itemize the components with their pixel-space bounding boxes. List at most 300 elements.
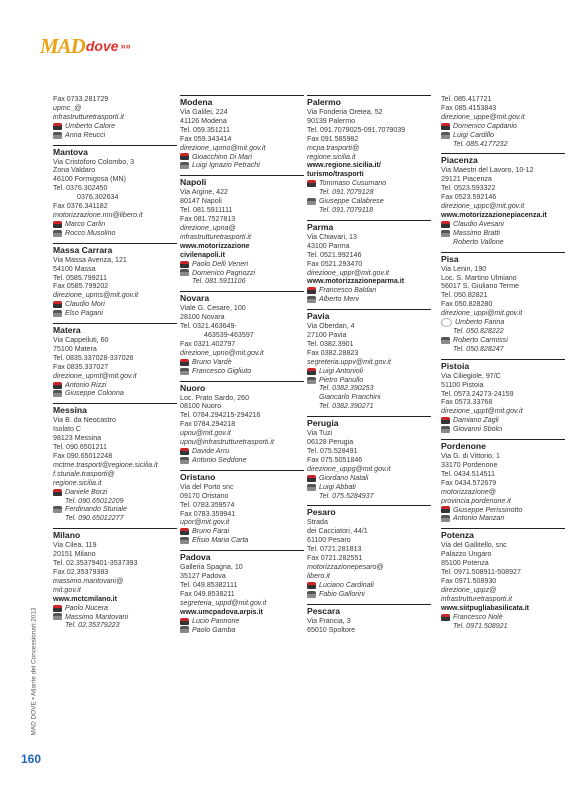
manager-icon <box>53 221 62 228</box>
office-entry <box>180 470 304 545</box>
address-line: Via Galilei, 224 <box>180 108 228 116</box>
address-line: Fax 02.35379383 <box>53 567 109 576</box>
deputy-icon <box>180 537 189 544</box>
email-link[interactable]: direzione_upmo@mit.gov.it <box>180 143 266 152</box>
website-link[interactable]: turismo/trasporti <box>307 170 364 179</box>
address-line: Via Cristoforo Colombo, 3 <box>53 157 135 166</box>
email-link[interactable]: upnu@infrastrutturetrasporti.it <box>180 438 274 447</box>
contact-person <box>53 613 177 622</box>
address-line: Via Cappelluti, 60 <box>53 336 109 345</box>
contact-name: Elso Pagani <box>65 309 103 318</box>
address-line: Tel. 081.5911111 <box>180 206 233 215</box>
email-link[interactable]: f.sturiale.trasporti@ <box>53 469 115 478</box>
email-link[interactable]: upor@mit.gov.it <box>180 518 230 527</box>
deputy-icon <box>180 626 189 633</box>
manager-icon <box>307 180 316 187</box>
contact-name: Marco Carlin <box>65 219 106 228</box>
contact-name: Claudio Avesani <box>453 219 504 228</box>
office-entry <box>53 145 177 238</box>
email-link[interactable]: mit.gov.it <box>53 585 81 594</box>
contact-person <box>441 622 565 631</box>
email-link[interactable]: infrastrutturetrasporti.it <box>441 594 512 603</box>
contact-person <box>307 483 431 492</box>
contact-name: Antonio Seddone <box>192 455 247 464</box>
address-line: 41126 Modena <box>180 116 227 125</box>
contact-name: Lucio Pannone <box>192 616 240 625</box>
email-link[interactable]: direzione_upno@mit.gov.it <box>180 348 264 357</box>
address-line: Tel. 0971.508911-508927 <box>441 568 521 577</box>
email-link[interactable]: infrastrutturetrasporti.it <box>180 232 251 241</box>
address-line: Loc. S. Martino Ulmiano <box>441 273 517 282</box>
email-link[interactable]: direzione_upna@ <box>180 223 236 232</box>
address-line: Fax 0733.281729 <box>53 95 109 103</box>
contact-person <box>441 416 565 425</box>
manager-icon <box>307 287 316 294</box>
contact-person <box>53 389 177 398</box>
contact-person <box>53 621 177 630</box>
contact-person <box>180 456 304 465</box>
address-line: Zona Valdaro <box>53 166 96 175</box>
deputy-icon <box>53 310 62 317</box>
contact-name: Alberto Meni <box>319 295 359 304</box>
office-city-title: Padova <box>180 550 304 562</box>
office-city-title: Pordenone <box>441 439 565 451</box>
contact-person <box>180 447 304 456</box>
contact-person <box>441 514 565 523</box>
office-city-title: Messina <box>53 403 177 415</box>
contact-person <box>441 336 565 345</box>
contact-name: Massimo Bratti <box>453 228 500 237</box>
address-line: Fax 0523.592146 <box>441 193 497 202</box>
office-city-title: Pistoia <box>441 359 565 371</box>
contact-name: Luigi Antonioli <box>319 366 363 375</box>
address-line: Fax 0585.799202 <box>53 282 109 291</box>
contact-person <box>180 358 304 367</box>
website-link[interactable]: www.motorizzazioneparma.it <box>307 277 405 286</box>
contact-name: Claudio Mori <box>65 300 105 309</box>
address-line: 61100 Pesaro <box>307 536 351 545</box>
address-line: Viale G. Cesare, 100 <box>180 304 246 313</box>
address-line: Tel. 0721.281813 <box>307 545 362 554</box>
address-line: Via Francia, 3 <box>307 616 351 625</box>
column-2 <box>180 95 304 639</box>
address-line: Tel. 0784.294215-294216 <box>180 411 261 420</box>
contact-person <box>180 161 304 170</box>
email-link[interactable]: direzione_uppz@ <box>441 585 497 594</box>
email-link[interactable]: provincia.pordenone.it <box>441 496 511 505</box>
contact-name: Paolo Delli Veneri <box>192 259 249 268</box>
manager-icon <box>180 261 189 268</box>
manager-icon <box>441 506 450 513</box>
address-line: Via Lenin, 190 <box>441 264 487 273</box>
office-city-title: Matera <box>53 323 177 335</box>
address-line: Isolato C <box>53 425 81 434</box>
contact-name: Damiano Zagli <box>453 416 499 425</box>
contact-name: Francesco Nolè <box>453 612 503 621</box>
contact-person <box>441 327 565 336</box>
manager-icon <box>53 605 62 612</box>
contact-name: Tel. 0971.508921 <box>453 621 508 630</box>
deputy-icon <box>307 198 316 205</box>
email-link[interactable]: mctme.trasporti@regione.sicilia.it <box>53 460 158 469</box>
office-city-title: Modena <box>180 95 304 107</box>
deputy-icon <box>53 230 62 237</box>
email-link[interactable]: direzione_uppg@mit.gov.it <box>307 464 391 473</box>
address-line: Fax 0971.508930 <box>441 576 497 585</box>
address-line: Tel. 0783.359574 <box>180 500 235 509</box>
address-line: Galleria Spagna, 10 <box>180 563 243 572</box>
contact-name: Daniele Borzi <box>65 487 108 496</box>
contact-person <box>53 229 177 238</box>
address-line: 27100 Pavia <box>307 331 347 340</box>
address-line: Strada <box>307 518 328 527</box>
brand-arrows-icon: »» <box>120 41 131 51</box>
contact-name: Massimo Mantovani <box>65 612 129 621</box>
address-line: Tel. 02.35379401-3537393 <box>53 559 138 568</box>
contact-person <box>180 260 304 269</box>
office-entry <box>441 439 565 523</box>
deputy-icon <box>180 269 189 276</box>
sidebar-running-title <box>29 560 39 740</box>
contact-name: Luigi Cardillo <box>453 130 495 139</box>
contact-person <box>441 425 565 434</box>
address-line: Palazzo Ungaro <box>441 550 492 559</box>
contact-person <box>307 179 431 188</box>
contact-person <box>53 131 177 140</box>
contact-name: Luigi Ignazio Petrachi <box>192 161 260 170</box>
contact-name: Luigi Abbati <box>319 482 356 491</box>
manager-icon <box>180 448 189 455</box>
address-line: 75100 Matera <box>53 344 97 353</box>
office-entry <box>307 220 431 304</box>
deputy-icon <box>180 368 189 375</box>
address-line: Tel. 0835.337028-337026 <box>53 353 134 362</box>
deputy-icon <box>441 426 450 433</box>
office-city-title: Palermo <box>307 95 431 107</box>
address-line: Via G. di Vittorio, 1 <box>441 452 500 461</box>
contact-name: Tel. 075.5284937 <box>319 491 374 500</box>
contact-name: Giancarlo Franchini <box>319 393 381 402</box>
email-link[interactable]: upmc_@ <box>53 103 82 112</box>
contact-person <box>307 367 431 376</box>
deputy-icon <box>53 613 62 620</box>
email-link[interactable]: direzione_upmt@mit.gov.it <box>53 371 137 380</box>
address-line: 54100 Massa <box>53 264 96 273</box>
deputy-icon <box>53 390 62 397</box>
column-4 <box>441 95 565 635</box>
address-line: Via Massa Avenza, 121 <box>53 255 127 264</box>
contact-person <box>53 505 177 514</box>
address-line: Via Maestri del Lavoro, 10-12 <box>441 166 534 175</box>
office-city-title: Pisa <box>441 252 565 264</box>
email-link[interactable]: motorizzazione@ <box>441 487 496 496</box>
email-link[interactable]: direzione_upms@mit.gov.it <box>53 291 139 300</box>
manager-icon <box>53 301 62 308</box>
contact-name: Roberto Carmissi <box>453 335 508 344</box>
address-line: Tel. 075.528491 <box>307 447 358 455</box>
contact-name: Fabio Gallorini <box>319 589 365 598</box>
contact-name: Giordano Natali <box>319 473 369 482</box>
email-link[interactable]: segreteria.uppv@mit.gov.it <box>307 357 391 366</box>
contact-name: Giuseppe Perissinotto <box>453 505 523 514</box>
email-link[interactable]: motorizzazionepesaro@ <box>307 562 384 571</box>
email-link[interactable]: massimo.mantovani@ <box>53 576 124 585</box>
address-line: Tel. 0376.302450 <box>53 184 108 193</box>
address-line: Tel. 0521.992146 <box>307 250 362 259</box>
contact-name: Tel. 0382.390253 <box>319 384 374 393</box>
deputy-icon <box>53 506 62 513</box>
office-entry <box>307 505 431 598</box>
address-line: Tel. 0382.3901 <box>307 339 354 348</box>
address-line: Tel. 0321.463649- <box>180 322 237 331</box>
contact-name: Tel. 0382.390271 <box>319 402 374 411</box>
website-link[interactable]: www.regione.sicilia.it/ <box>307 161 381 170</box>
address-line: 80147 Napoli <box>180 197 222 206</box>
contact-person <box>307 581 431 590</box>
manager-icon <box>307 475 316 482</box>
contact-person <box>307 376 431 385</box>
brand-logo-dove: dove <box>85 38 119 54</box>
contact-name: Tommaso Cusumano <box>319 179 387 188</box>
office-city-title: Potenza <box>441 528 565 540</box>
running-title-text: MAD DOVE • Atlante dei Concessionari 2013 <box>30 607 38 736</box>
office-entry <box>180 381 304 465</box>
address-line: Fax 0783.359941 <box>180 509 236 518</box>
contact-name: Tel. 091.7079128 <box>319 188 374 197</box>
deputy-icon <box>53 132 62 139</box>
office-city-title: Pescara <box>307 604 431 616</box>
address-line: 29121 Piacenza <box>441 175 492 184</box>
website-link[interactable]: www.motorizzazione <box>180 241 250 250</box>
deputy-icon <box>307 377 316 384</box>
email-link[interactable]: regione.sicilia.it <box>307 152 356 161</box>
website-link[interactable]: www.mctcmilano.it <box>53 594 117 603</box>
email-link[interactable]: libero.it <box>307 571 330 580</box>
address-line: Fax 050.828280 <box>441 300 493 309</box>
contact-person <box>307 206 431 215</box>
contact-person <box>441 345 565 354</box>
address-line: Fax 075.5051846 <box>307 455 363 464</box>
address-line: 463539-463597 <box>204 331 254 340</box>
email-link[interactable]: direzione_uppr@mit.gov.it <box>307 268 389 277</box>
manager-icon <box>53 123 62 130</box>
deputy-icon <box>441 318 452 327</box>
contact-person <box>180 277 304 286</box>
office-entry <box>53 95 177 140</box>
contact-person <box>180 269 304 278</box>
address-line: Tel. 091.7079025-091.7079039 <box>307 125 406 134</box>
email-link[interactable]: direzione_uppi@mit.gov.it <box>441 309 523 318</box>
deputy-icon <box>307 296 316 303</box>
contact-person <box>307 286 431 295</box>
address-line: 33170 Pordenone <box>441 461 498 469</box>
address-line: 0376.302634 <box>77 193 119 202</box>
email-link[interactable]: segreteria_uppd@mit.gov.it <box>180 598 267 607</box>
address-line: 98123 Messina <box>53 434 102 443</box>
website-link[interactable]: civilenapoli.it <box>180 250 225 259</box>
deputy-icon <box>441 132 450 139</box>
contact-name: Giuseppe Colonna <box>65 389 124 398</box>
address-line: Fax 0521.293470 <box>307 259 363 268</box>
office-entry <box>441 252 565 354</box>
address-line: 08100 Nuoro <box>180 402 222 411</box>
address-line: Tel. 0585.799211 <box>53 273 107 282</box>
address-line: Via del Porto snc <box>180 482 234 491</box>
address-line: Via Ciliegiole, 97/C <box>441 371 501 380</box>
contact-person <box>180 617 304 626</box>
address-line: Via Fonderia Oretea, 52 <box>307 108 383 116</box>
deputy-icon <box>307 484 316 491</box>
manager-icon <box>53 382 62 389</box>
address-line: 85100 Potenza <box>441 559 489 568</box>
office-city-title: Mantova <box>53 145 177 157</box>
address-line: Tel. 090.6501211 <box>53 443 107 452</box>
contact-name: Davide Arru <box>192 447 230 455</box>
address-line: Fax 091.585982 <box>307 134 359 143</box>
office-entry <box>441 359 565 434</box>
address-line: Fax 049.8538211 <box>180 589 235 598</box>
email-link[interactable]: direzione_uppt@mit.gov.it <box>441 407 523 416</box>
contact-person <box>53 300 177 309</box>
email-link[interactable]: direzione_uppe@mit.gov.it <box>441 112 525 121</box>
address-line: Via Tuzi <box>307 429 333 438</box>
address-line: Fax 0721.282551 <box>307 554 363 563</box>
contact-person <box>307 474 431 483</box>
email-link[interactable]: motorizzazione.mn@libero.it <box>53 210 143 219</box>
contact-name: Tel. 090.65012209 <box>65 496 124 505</box>
address-line: Fax 0321.402797 <box>180 339 236 348</box>
address-line: Via Oberdan, 4 <box>307 322 355 331</box>
address-line: 20151 Milano <box>53 550 96 559</box>
website-link[interactable]: www.motorizzazionepiacenza.it <box>441 210 547 219</box>
contact-name: Tel. 091.7079118 <box>319 205 374 214</box>
address-line: Fax 0434.572679 <box>441 478 497 487</box>
contact-name: Luciano Cardinali <box>319 580 374 589</box>
contact-person <box>180 153 304 162</box>
manager-icon <box>53 489 62 496</box>
email-link[interactable]: regione.sicilia.it <box>53 478 102 487</box>
office-entry <box>307 95 431 215</box>
manager-icon <box>180 359 189 366</box>
contact-name: Ferdinando Sturiale <box>65 505 127 514</box>
address-line: 35127 Padova <box>180 572 226 581</box>
contact-person <box>441 131 565 140</box>
contact-person <box>307 393 431 402</box>
address-line: Tel. 0573.24273-24159 <box>441 389 514 398</box>
address-line: 65010 Spoltore <box>307 625 356 634</box>
contact-person <box>307 492 431 501</box>
manager-icon <box>307 582 316 589</box>
website-link[interactable]: www.umcpadova.arpis.it <box>180 607 263 616</box>
address-line: Fax 0835.337027 <box>53 362 109 371</box>
column-3 <box>307 95 431 639</box>
email-link[interactable]: infrastrutturetrasporti.it <box>53 112 124 121</box>
contact-name: Domenico Capitanio <box>453 121 517 130</box>
website-link[interactable]: www.siitpugliabasilicata.it <box>441 603 530 612</box>
manager-icon <box>180 153 189 160</box>
contact-person <box>53 604 177 613</box>
address-line: Tel. 049.85382111 <box>180 580 238 589</box>
office-entry <box>180 550 304 634</box>
contact-name: Bruno Farai <box>192 527 230 536</box>
office-city-title: Napoli <box>180 175 304 187</box>
address-line: Fax 0376.341182 <box>53 202 108 211</box>
address-line: Loc. Prato Sardo, 260 <box>180 393 250 402</box>
contact-name: Roberto Vallone <box>453 237 504 246</box>
office-entry <box>441 95 565 148</box>
contact-person <box>307 402 431 411</box>
deputy-icon <box>180 457 189 464</box>
contact-name: Gioacchino Di Mari <box>192 152 252 161</box>
contact-name: Tel. 090.65012277 <box>65 514 124 523</box>
contact-name: Antonio Rizzi <box>65 380 107 389</box>
office-city-title: Nuoro <box>180 381 304 393</box>
contact-person <box>441 229 565 238</box>
address-line: 56017 S. Giuliano Terme <box>441 282 519 291</box>
address-line: Fax 059.343414 <box>180 134 232 143</box>
deputy-icon <box>441 337 450 344</box>
contact-name: Domenico Pagnozzi <box>192 268 256 277</box>
contact-person <box>441 506 565 515</box>
contact-name: Anna Reucci <box>65 130 106 139</box>
contact-name: Paolo Gamba <box>192 625 236 634</box>
address-line: 51100 Pistoia <box>441 380 484 389</box>
contact-person <box>53 381 177 390</box>
contact-name: Paolo Nucera <box>65 603 108 612</box>
contact-name: Tel. 02.35379223 <box>65 621 120 630</box>
brand-logo-mad: MAD <box>40 33 85 58</box>
manager-icon <box>441 221 450 228</box>
column-1 <box>53 95 177 635</box>
address-line: Via Chiavari, 13 <box>307 232 357 241</box>
contact-name: Bruno Vardè <box>192 357 232 366</box>
manager-icon <box>180 618 189 625</box>
address-line: 06128 Perugia <box>307 438 354 447</box>
address-line: Fax 081.7527813 <box>180 215 236 224</box>
office-entry <box>307 604 431 635</box>
contact-person <box>307 188 431 197</box>
contact-person <box>441 318 565 327</box>
office-entry <box>53 528 177 630</box>
contact-person <box>53 514 177 523</box>
email-link[interactable]: mcpa.trasporti@ <box>307 143 360 152</box>
office-city-title: Novara <box>180 291 304 303</box>
address-line: 28100 Novara <box>180 313 225 322</box>
address-line: 43100 Parma <box>307 241 350 250</box>
address-line: 46100 Formigosa (MN) <box>53 175 126 184</box>
contact-person <box>441 220 565 229</box>
contact-person <box>180 527 304 536</box>
address-line: Fax 0784.294218 <box>180 420 236 429</box>
address-line: Via B. da Neocastro <box>53 416 116 425</box>
email-link[interactable]: upnu@mit.gov.it <box>180 429 231 438</box>
office-city-title: Pesaro <box>307 505 431 517</box>
contact-person <box>180 536 304 545</box>
address-line: Tel. 0434.514511 <box>441 469 495 478</box>
contact-person <box>180 367 304 376</box>
address-line: Via Cilea, 119 <box>53 541 97 550</box>
address-line: Tel. 085.417721 <box>441 95 492 103</box>
contact-name: Efisio Maria Carta <box>192 536 249 545</box>
header-brand <box>40 33 131 58</box>
address-line: Fax 085.4153843 <box>441 103 497 112</box>
contact-name: Francesco Gigliuto <box>192 366 252 375</box>
office-city-title: Massa Carrara <box>53 243 177 255</box>
address-line: Via Argine, 422 <box>180 188 228 197</box>
contact-person <box>53 497 177 506</box>
contact-person <box>441 613 565 622</box>
email-link[interactable]: direzione_uppc@mit.gov.it <box>441 202 525 211</box>
